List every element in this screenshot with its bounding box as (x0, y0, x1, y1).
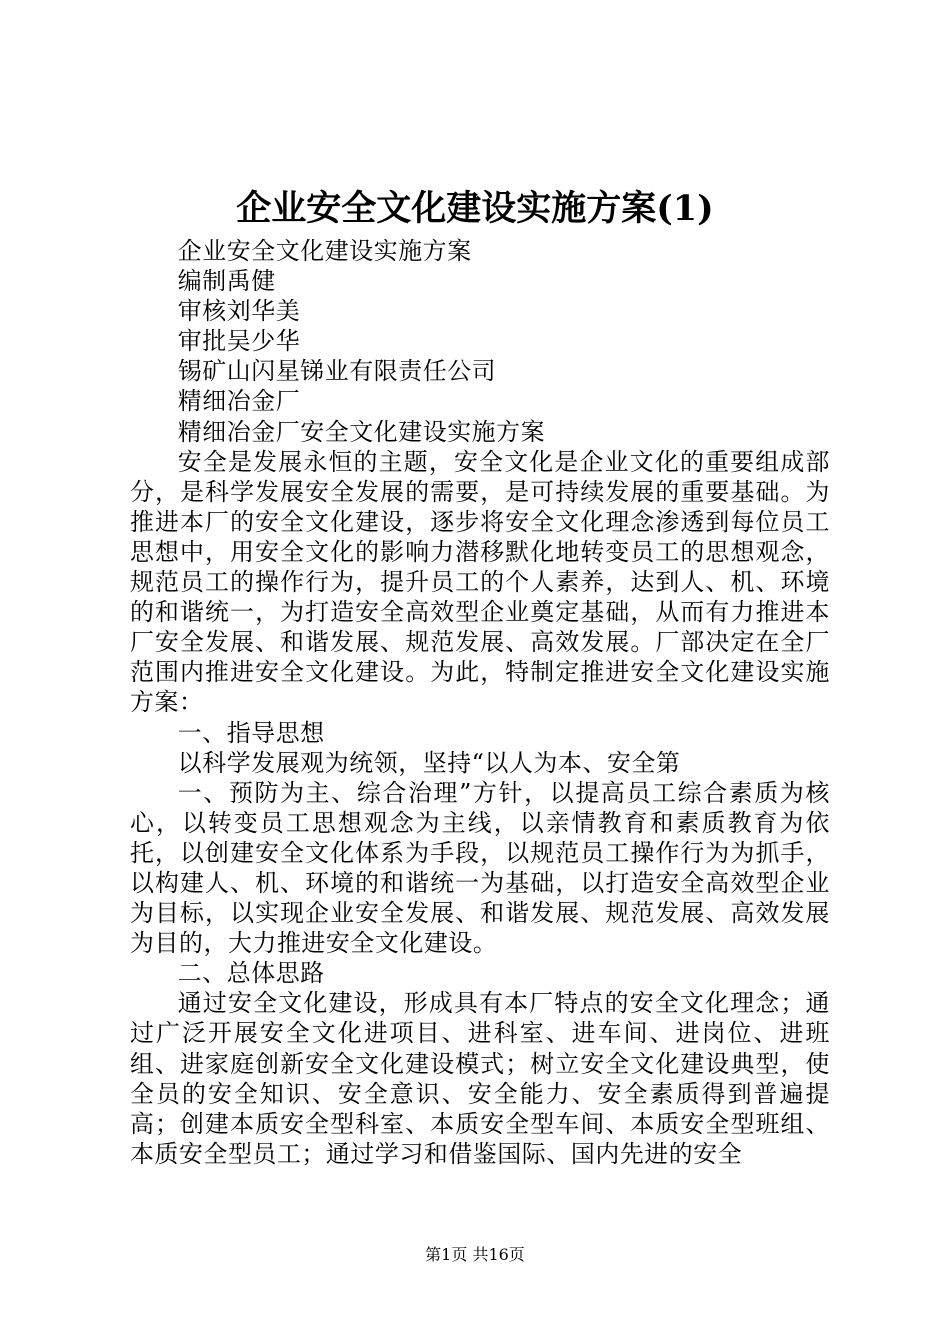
page-footer: 第1页 共16页 (425, 1245, 525, 1264)
document-body (130, 236, 830, 1169)
paragraph: 锡矿山闪星锑业有限责任公司 (177, 357, 497, 386)
paragraph: 审批吴少华 (177, 327, 301, 356)
paragraph: 精细冶金厂安全文化建设实施方案 (177, 417, 546, 446)
paragraph: 安全是发展永恒的主题，安全文化是企业文化的重要组成部分，是科学发展安全发展的需要，是可持续发展的重要基础。为推进本厂的安全文化建设，逐步将安全文化理念渗透到每位员工思想中，用安全文化的影响力潜移默化地转变员工的思想观念，规范员工的操作行为，提升员工的个人素养，达到人、机、环境的和谐统一，为打造安全高效型企业奠定基础，从而有力推进本厂安全发展、和谐发展、规范发展、高效发展。厂部决定在全厂范围内推进安全文化建设。为此，特制定推进安全文化建设实施方案： (130, 447, 830, 717)
paragraph: 企业安全文化建设实施方案 (177, 237, 472, 265)
paragraph: 精细冶金厂 (177, 387, 301, 416)
section-heading: 二、总体思路 (177, 959, 325, 988)
paragraph: 以科学发展观为统领，坚持“以人为本、安全第 (177, 748, 681, 777)
paragraph: 一、预防为主、综合治理”方针，以提高员工综合素质为核心，以转变员工思想观念为主线，以亲情教育和素质教育为依托，以创建安全文化体系为手段，以规范员工操作行为为抓手，以构建人、机、环境的和谐统一为基础，以打造安全高效型企业为目标，以实现企业安全发展、和谐发展、规范发展、高效发展为目的，大力推进安全文化建设。 (130, 778, 830, 958)
section-heading: 一、指导思想 (177, 718, 325, 747)
paragraph: 编制禹健 (177, 267, 276, 296)
paragraph: 通过安全文化建设，形成具有本厂特点的安全文化理念；通过广泛开展安全文化进项目、进科室、进车间、进岗位、进班组、进家庭创新安全文化建设模式；树立安全文化建设典型，使全员的安全知识、安全意识、安全能力、安全素质得到普遍提高；创建本质安全型科室、本质安全型车间、本质安全型班组、本质安全型员工；通过学习和借鉴国际、国内先进的安全 (130, 989, 830, 1168)
paragraph: 审核刘华美 (177, 297, 301, 326)
document-title: 企业安全文化建设实施方案(1) (236, 188, 714, 229)
